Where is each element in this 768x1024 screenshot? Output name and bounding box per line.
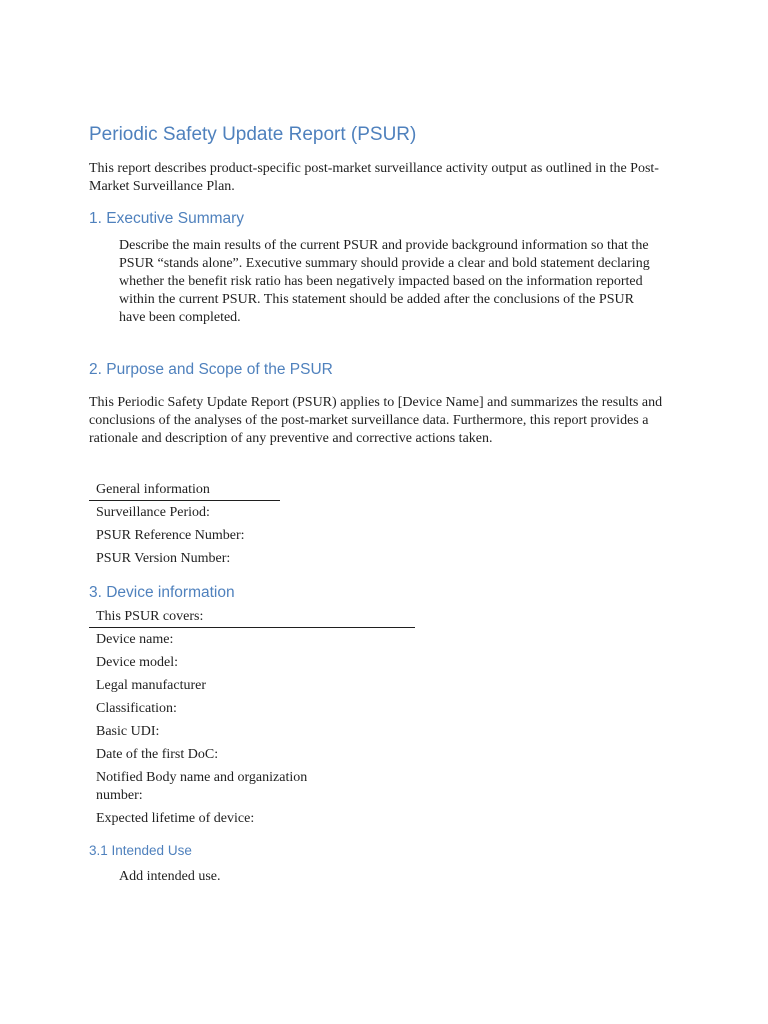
intended-use-heading: 3.1 Intended Use — [89, 843, 192, 858]
device-information-heading: 3. Device information — [89, 584, 235, 601]
executive-summary-heading: 1. Executive Summary — [89, 210, 245, 227]
legal-manufacturer-row: Legal manufacturer — [96, 678, 206, 693]
intro-paragraph: This report describes product-specific post-market surveillance activity output as outlined in the Post-Market Surveillance Plan. — [89, 161, 659, 194]
device-model-row: Device model: — [96, 655, 179, 670]
intended-use-body: Add intended use. — [119, 869, 221, 884]
executive-summary-body: Describe the main results of the current PSUR and provide background information so that the PSUR “stands alone”. Executive summary should provide a clear and bold statement declaring whether the benefit risk ratio has been negatively impacted based on the information reported within the current PSUR. This statement should be added after the conclusions of the PSUR have been completed. — [119, 238, 650, 325]
classification-row: Classification: — [96, 701, 177, 716]
document-title: Periodic Safety Update Report (PSUR) — [89, 124, 417, 145]
general-information-table — [89, 480, 280, 570]
notified-body-row: Notified Body name and organization number: — [96, 770, 308, 803]
first-doc-date-row: Date of the first DoC: — [96, 747, 219, 762]
expected-lifetime-row: Expected lifetime of device: — [96, 811, 255, 826]
purpose-scope-body: This Periodic Safety Update Report (PSUR) applies to [Device Name] and summarizes the results and conclusions of the analyses of the post-market surveillance data. Furthermore, this report provides a rationale and description of any preventive and corrective actions taken. — [89, 395, 663, 446]
basic-udi-row: Basic UDI: — [96, 724, 160, 739]
psur-version-number-row: PSUR Version Number: — [96, 551, 231, 566]
psur-reference-number-row: PSUR Reference Number: — [96, 528, 245, 543]
device-table-header: This PSUR covers: — [89, 607, 415, 628]
surveillance-period-row: Surveillance Period: — [96, 505, 210, 520]
device-name-row: Device name: — [96, 632, 174, 647]
purpose-scope-heading: 2. Purpose and Scope of the PSUR — [89, 361, 333, 378]
device-information-table — [89, 607, 415, 830]
general-information-header: General information — [89, 480, 280, 501]
